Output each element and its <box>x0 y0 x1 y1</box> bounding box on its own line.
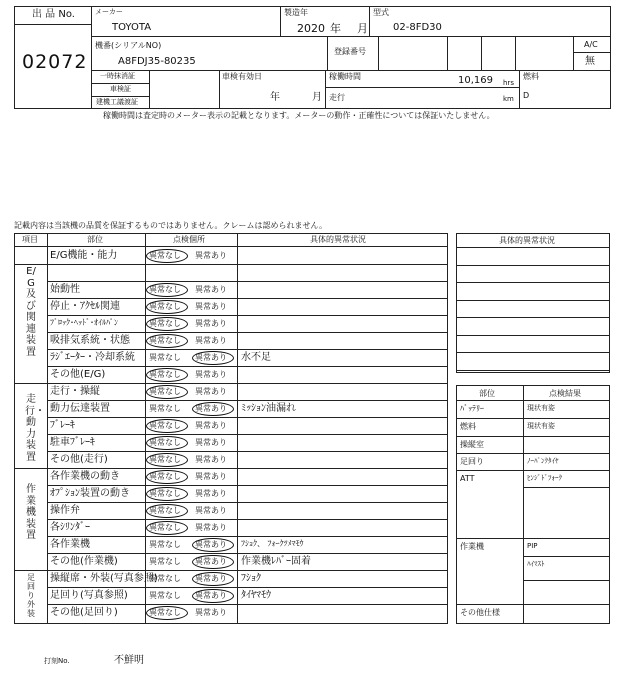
header-v1 <box>280 6 281 36</box>
summary-row-line <box>457 453 609 454</box>
option-abnormal: 異常あり <box>195 557 227 566</box>
row-part: 各作業機 <box>50 539 90 550</box>
table-row-line <box>47 366 447 367</box>
table-row-line <box>47 604 447 605</box>
stamp-label: 打刻No. <box>44 657 70 665</box>
maker-value: TOYOTA <box>112 22 152 33</box>
row-note: ﾐｯｼｮﾝ油漏れ <box>241 403 296 414</box>
circle-mark-abnormal <box>192 351 234 365</box>
serial-label: 機番(シリアルNO) <box>95 41 162 50</box>
header-v7 <box>515 36 516 70</box>
option-abnormal: 異常あり <box>195 523 227 532</box>
table-row-line <box>15 264 447 265</box>
option-abnormal: 異常あり <box>195 319 227 328</box>
row-part: その他(作業機) <box>50 556 118 567</box>
row-part: その他(E/G) <box>50 369 106 380</box>
col-part-header: 部位 <box>87 235 103 244</box>
table-row-line <box>47 434 447 435</box>
circle-mark-normal <box>146 436 188 450</box>
table-row-line <box>47 451 447 452</box>
option-abnormal: 異常あり <box>195 404 227 413</box>
table-row-line <box>47 417 447 418</box>
option-abnormal: 異常あり <box>195 574 227 583</box>
option-normal: 異常なし <box>149 404 181 413</box>
summary-result: ﾋﾝｼﾞﾄﾞﾌｫｰｸ <box>527 474 562 482</box>
table-row-line <box>15 570 447 571</box>
inspect-month: 月 <box>312 92 322 103</box>
table-row-line <box>47 332 447 333</box>
row-part: 操縦席・外装(写真参照) <box>50 573 158 584</box>
header-v12 <box>519 70 520 109</box>
circle-mark-normal <box>146 470 188 484</box>
circle-mark-abnormal <box>192 572 234 586</box>
header-v2 <box>369 6 370 36</box>
option-normal: 異常なし <box>149 319 181 328</box>
option-normal: 異常なし <box>149 438 181 447</box>
distance-unit: km <box>503 95 514 103</box>
summary-result: 現状有姿 <box>527 422 555 430</box>
year-label: 製造年 <box>284 8 308 17</box>
ac-divider <box>573 52 611 53</box>
option-abnormal: 異常あり <box>195 489 227 498</box>
summary-part: その他仕様 <box>460 608 500 617</box>
hours-value: 10,169 <box>458 75 493 86</box>
table-row-line <box>47 587 447 588</box>
row-part: 足回り(写真参照) <box>50 590 128 601</box>
detail-row-line <box>457 352 609 353</box>
col-detail-header: 具体的異常状況 <box>310 235 366 244</box>
option-normal: 異常なし <box>149 285 181 294</box>
table-row-line <box>47 281 447 282</box>
detail-table <box>456 233 610 373</box>
summary-row-line <box>523 580 609 581</box>
row-part: 停止・ｱｸｾﾙ関連 <box>50 301 120 312</box>
row-part: ﾗｼﾞｴｰﾀｰ・冷却系統 <box>50 352 135 363</box>
lot-label: 出 品 No. <box>32 9 75 20</box>
option-normal: 異常なし <box>149 421 181 430</box>
detail-header: 具体的異常状況 <box>499 236 555 245</box>
disclaimer: 記載内容は当該機の品質を保証するものではありません。クレームは認められません。 <box>14 221 327 230</box>
header-v6 <box>481 36 482 70</box>
group-label-work: 作業機装置 <box>26 484 36 541</box>
header-row1-line <box>91 36 611 37</box>
month-unit: 月 <box>357 22 368 35</box>
hours-label: 稼働時間 <box>329 72 361 81</box>
ac-label: A/C <box>584 40 598 49</box>
group-label-eg: E/G及び関連装置 <box>26 266 36 358</box>
circle-mark-normal <box>146 283 188 297</box>
circle-mark-normal <box>146 419 188 433</box>
header-v9 <box>149 70 150 109</box>
option-normal: 異常なし <box>149 540 181 549</box>
option-normal: 異常なし <box>149 353 181 362</box>
hours-line <box>325 87 519 88</box>
row-part: その他(足回り) <box>50 607 118 618</box>
row-note: ﾌｼｮｸ、 ﾌｫｰｸﾂﾒﾏﾓｳ <box>241 539 304 548</box>
option-abnormal: 異常あり <box>195 455 227 464</box>
row-part: 走行・操縦 <box>50 386 100 397</box>
row-part: ﾌﾞﾛｯｸ･ﾍｯﾄﾞ･ｵｲﾙﾊﾟﾝ <box>50 318 118 327</box>
row-note: ﾀｲﾔﾏﾓｳ <box>241 590 271 601</box>
model-value: 02-8FD30 <box>393 22 442 33</box>
circle-mark-normal <box>146 249 188 263</box>
header-v4 <box>378 36 379 70</box>
detail-row-line <box>457 317 609 318</box>
summary-part: 足回り <box>460 457 484 466</box>
table-row-line <box>47 536 447 537</box>
option-abnormal: 異常あり <box>195 302 227 311</box>
option-abnormal: 異常あり <box>195 251 227 260</box>
circle-mark-normal <box>146 487 188 501</box>
circle-mark-normal <box>146 334 188 348</box>
detail-row-line <box>457 300 609 301</box>
option-abnormal: 異常あり <box>195 353 227 362</box>
reg-label: 登録番号 <box>334 47 366 56</box>
table-body <box>15 234 447 623</box>
table-row-line <box>47 502 447 503</box>
detail-body <box>457 234 609 372</box>
summary-row-line <box>523 487 609 488</box>
table-row-line <box>47 400 447 401</box>
hours-note: 稼働時間は査定時のメーター表示の記載となります。メーターの動作・正確性については保証いたしません。 <box>103 111 495 120</box>
permit3-label: 建機工議渡証 <box>96 98 138 106</box>
hours-unit: hrs <box>503 79 514 87</box>
table-row-line <box>15 468 447 469</box>
circle-mark-abnormal <box>192 402 234 416</box>
lot-number: 02072 <box>22 51 88 73</box>
option-abnormal: 異常あり <box>195 336 227 345</box>
option-abnormal: 異常あり <box>195 370 227 379</box>
row-part: ｵﾌﾟｼｮﾝ装置の動き <box>50 488 130 499</box>
option-normal: 異常なし <box>149 608 181 617</box>
table-row-line <box>47 349 447 350</box>
row-part: 動力伝達装置 <box>50 403 110 414</box>
option-normal: 異常なし <box>149 455 181 464</box>
summary-result: ﾉｰﾊﾟﾝｸﾀｲﾔ <box>527 457 559 465</box>
option-abnormal: 異常あり <box>195 608 227 617</box>
option-normal: 異常なし <box>149 370 181 379</box>
circle-mark-normal <box>146 317 188 331</box>
ac-value: 無 <box>585 56 595 67</box>
col-check-header: 点検個所 <box>173 235 205 244</box>
circle-mark-abnormal <box>192 538 234 552</box>
option-abnormal: 異常あり <box>195 438 227 447</box>
summary-part: ATT <box>460 474 475 483</box>
circle-mark-normal <box>146 385 188 399</box>
circle-mark-normal <box>146 606 188 620</box>
option-normal: 異常なし <box>149 336 181 345</box>
permit-line2 <box>91 96 149 97</box>
option-normal: 異常なし <box>149 574 181 583</box>
row-note: 作業機ﾚﾊﾞｰ固着 <box>241 556 311 567</box>
option-normal: 異常なし <box>149 506 181 515</box>
row-note: ﾌｼｮｸ <box>241 573 261 584</box>
detail-row-line <box>457 370 609 371</box>
table-row-line <box>47 519 447 520</box>
summary-part: 操縦室 <box>460 440 484 449</box>
option-abnormal: 異常あり <box>195 506 227 515</box>
option-abnormal: 異常あり <box>195 421 227 430</box>
header-v10 <box>219 70 220 109</box>
row-part: 駐車ﾌﾞﾚｰｷ <box>50 437 95 448</box>
row-part: 各作業機の動き <box>50 471 120 482</box>
col-item-header: 項目 <box>22 235 38 244</box>
header-v3 <box>327 36 328 70</box>
summary-result: PIP <box>527 542 538 550</box>
inspect-label: 車検有効日 <box>222 72 262 81</box>
row-part: 吸排気系統・状態 <box>50 335 130 346</box>
maker-label: メーカー <box>95 8 123 16</box>
summary-row-line <box>457 538 609 539</box>
detail-row-line <box>457 282 609 283</box>
summary-table <box>456 385 610 624</box>
header-v8 <box>573 36 574 70</box>
option-normal: 異常なし <box>149 472 181 481</box>
summary-col-result: 点検結果 <box>549 389 581 398</box>
option-normal: 異常なし <box>149 523 181 532</box>
group-label-under: 足回り外装 <box>27 573 35 618</box>
option-normal: 異常なし <box>149 489 181 498</box>
summary-body <box>457 386 609 623</box>
summary-row-line <box>457 436 609 437</box>
circle-mark-normal <box>146 368 188 382</box>
row-part: 始動性 <box>50 284 80 295</box>
header-row2-line <box>91 70 611 71</box>
option-abnormal: 異常あり <box>195 285 227 294</box>
table-row-line <box>47 298 447 299</box>
summary-row-line <box>457 470 609 471</box>
summary-row-line <box>457 604 609 605</box>
option-abnormal: 異常あり <box>195 540 227 549</box>
option-abnormal: 異常あり <box>195 591 227 600</box>
row-note: 水不足 <box>241 352 271 363</box>
lot-divider <box>91 6 92 109</box>
permit2-label: 車検証 <box>110 85 131 93</box>
summary-part: 作業機 <box>460 542 484 551</box>
circle-mark-normal <box>146 504 188 518</box>
option-normal: 異常なし <box>149 251 181 260</box>
table-row-line <box>47 485 447 486</box>
summary-part: 燃料 <box>460 422 476 431</box>
header-v5 <box>447 36 448 70</box>
circle-mark-abnormal <box>192 589 234 603</box>
circle-mark-normal <box>146 453 188 467</box>
distance-label: 走行 <box>329 93 345 102</box>
option-normal: 異常なし <box>149 591 181 600</box>
option-normal: 異常なし <box>149 387 181 396</box>
row-part: ﾌﾞﾚｰｷ <box>50 420 75 431</box>
table-row-line <box>47 315 447 316</box>
permit1-label: 一時抹消証 <box>100 72 135 80</box>
table-row-line <box>47 553 447 554</box>
summary-row-line <box>523 556 609 557</box>
header-v11 <box>325 70 326 109</box>
permit-line1 <box>91 83 149 84</box>
table-row-line <box>15 383 447 384</box>
row-part: E/G機能・能力 <box>50 250 118 261</box>
row-part: その他(走行) <box>50 454 108 465</box>
inspect-year: 年 <box>270 92 280 103</box>
lot-label-divider <box>14 24 91 25</box>
fuel-label: 燃料 <box>523 72 539 81</box>
stamp-value: 不鮮明 <box>114 655 144 666</box>
row-part: 各ｼﾘﾝﾀﾞｰ <box>50 522 90 533</box>
summary-row-line <box>457 418 609 419</box>
circle-mark-abnormal <box>192 555 234 569</box>
row-part: 操作弁 <box>50 505 80 516</box>
model-label: 型式 <box>373 8 389 17</box>
option-abnormal: 異常あり <box>195 387 227 396</box>
option-normal: 異常なし <box>149 557 181 566</box>
detail-row-line <box>457 265 609 266</box>
summary-header-line <box>457 400 609 401</box>
summary-col-part: 部位 <box>479 389 495 398</box>
summary-result: 現状有姿 <box>527 404 555 412</box>
serial-value: A8FDJ35-80235 <box>118 56 196 67</box>
year-value: 2020 <box>297 22 325 35</box>
circle-mark-normal <box>146 521 188 535</box>
option-normal: 異常なし <box>149 302 181 311</box>
summary-result: ﾊｲﾏｽﾄ <box>527 560 545 568</box>
circle-mark-normal <box>146 300 188 314</box>
fuel-value: D <box>523 91 530 100</box>
year-unit: 年 <box>330 22 341 35</box>
inspection-table <box>14 233 448 624</box>
option-abnormal: 異常あり <box>195 472 227 481</box>
detail-row-line <box>457 335 609 336</box>
group-label-drive: 走行・動力装置 <box>25 394 45 463</box>
summary-part: ﾊﾞｯﾃﾘｰ <box>460 404 484 413</box>
